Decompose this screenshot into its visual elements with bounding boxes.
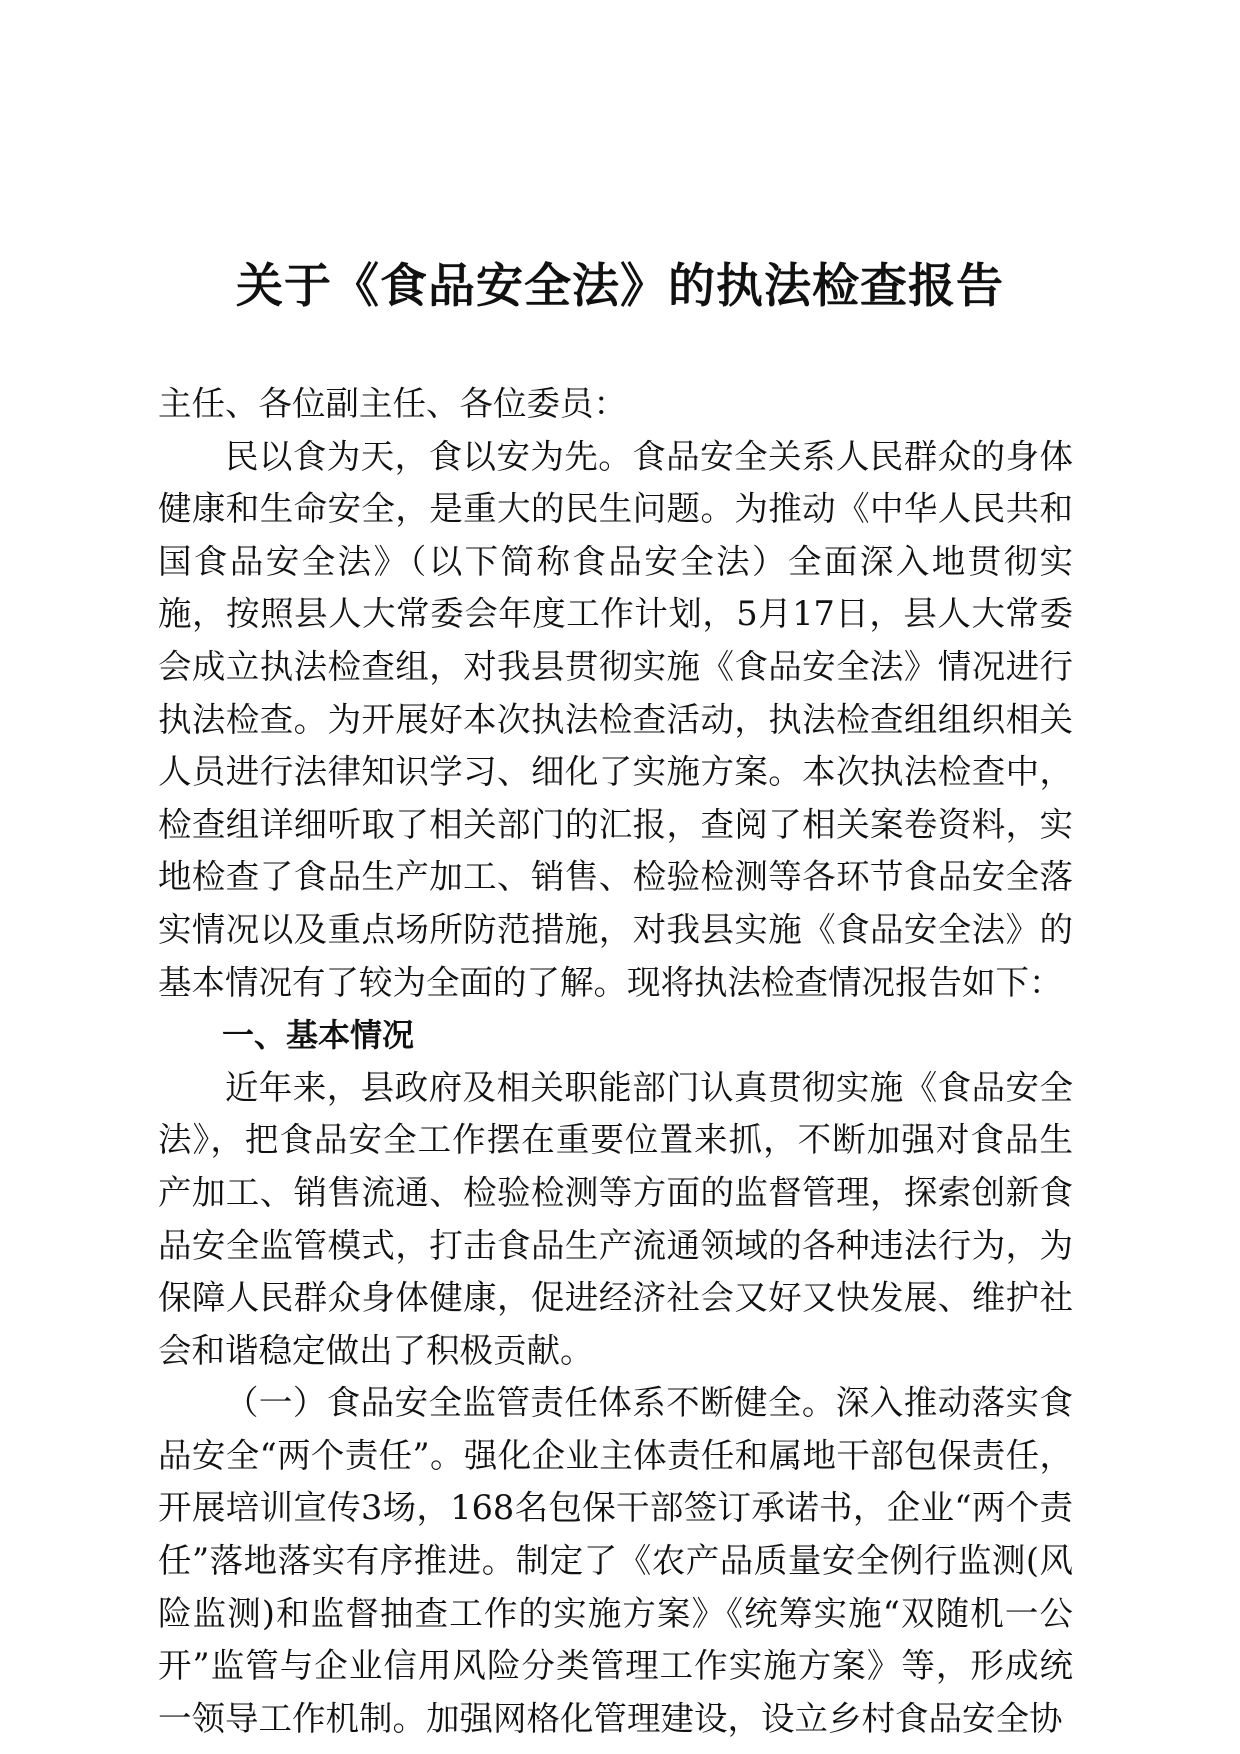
intro-paragraph: 民以食为天，食以安为先。食品安全关系人民群众的身体健康和生命安全，是重大的民生问题。为推动《中华人民共和国食品安全法》（以下简称食品安全法）全面深入地贯彻实施，按照县人大常委会年度工作计划，5月17日，县人大常委会成立执法检查组，对我县贯彻实施《食品安全法》情况进行执法检查。为开展好本次执法检查活动，执法检查组组织相关人员进行法律知识学习、细化了实施方案。本次执法检查中，检查组详细听取了相关部门的汇报，查阅了相关案卷资料，实地检查了食品生产加工、销售、检验检测等各环节食品安全落实情况以及重点场所防范措施，对我县实施《食品安全法》的基本情况有了较为全面的了解。现将执法检查情况报告如下：: [158, 436, 1073, 1002]
body-paragraph: （一）食品安全监管责任体系不断健全。深入推动落实食品安全“两个责任”。强化企业主体责任和属地干部包保责任，开展培训宣传3场，168名包保干部签订承诺书，企业“两个责任”落地落实有序推进。制定了《农产品质量安全例行监测(风险监测)和监督抽查工作的实施方案》《统筹实施“双随机一公开”监管与企业信用风险分类管理工作实施方案》等，形成统一领导工作机制。加强网格化管理建设，设立乡村食品安全协: [158, 1383, 1073, 1738]
body-paragraph: 近年来，县政府及相关职能部门认真贯彻实施《食品安全法》，把食品安全工作摆在重要位置来抓，不断加强对食品生产加工、销售流通、检验检测等方面的监督管理，探索创新食品安全监管模式，打击食品生产流通领域的各种违法行为，为保障人民群众身体健康，促进经济社会又好又快发展、维护社会和谐稳定做出了积极贡献。: [158, 1067, 1073, 1370]
document-title: 关于《食品安全法》的执法检查报告: [236, 259, 1004, 314]
document-body: [158, 378, 1073, 1745]
salutation: 主任、各位副主任、各位委员：: [158, 384, 627, 423]
section-heading-basic-situation: 一、基本情况: [222, 1016, 415, 1055]
